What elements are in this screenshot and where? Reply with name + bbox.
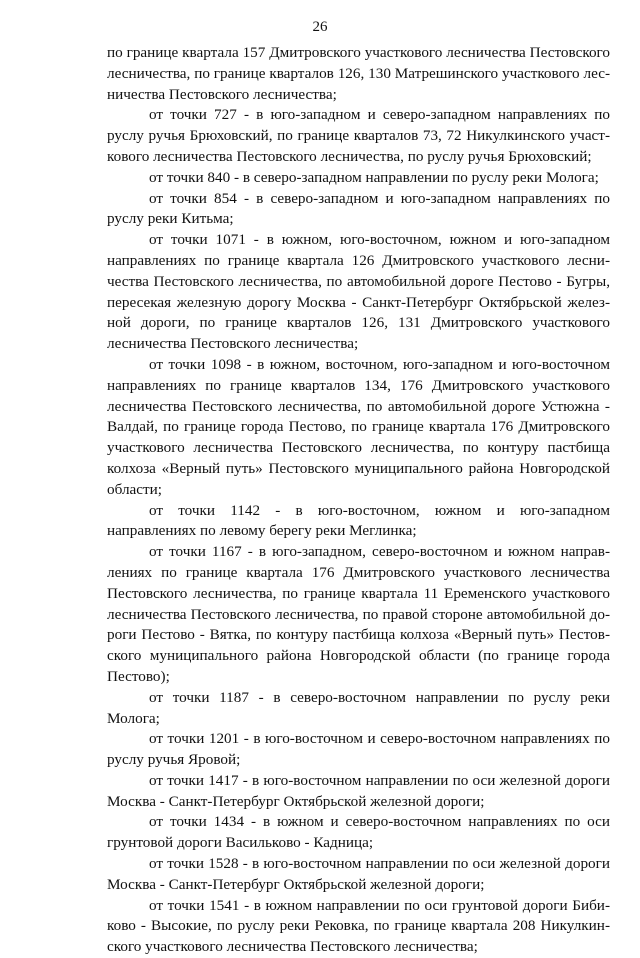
document-body: [107, 43, 610, 958]
paragraph: от точки 854 - в северо-западном и юго-западном направлениях по руслу реки Китьма;: [107, 189, 610, 228]
paragraph: от точки 1098 - в южном, восточном, юго-западном и юго-восточном направлениях по границе кварталов 134, 176 Дмитровского участкового лесничества Пестовского лесничества, по автомобильной дороге Устюжна - Валдай, по границе города Пестово, по границе квартала 176 Дмитровского участкового лесничества Пестовского лесничества, по контуру пастбища колхоза «Верный путь» Пестовского муниципального района Новгородской области;: [107, 355, 610, 498]
paragraph: от точки 1167 - в юго-западном, северо-восточном и южном направлениях по границе квартала 176 Дмитровского участкового лесничества Пестовского лесничества, по границе квартала 11 Еременского участкового лесничества Пестовского лесничества, по правой стороне автомобильной дороги Пестово - Вятка, по контуру пастбища колхоза «Верный путь» Пестовского муниципального района Новгородской области (по границе города Пестово);: [107, 543, 610, 685]
paragraph: от точки 1071 - в южном, юго-восточном, южном и юго-западном направлениях по границе квартала 126 Дмитровского участкового лесничества Пестовского лесничества, по автомобильной дороге Пестово - Бугры, пересекая железную дорогу Москва - Санкт-Петербург Октябрьской железной дороги, по границе кварталов 126, 131 Дмитровского участкового лесничества Пестовского лесничества;: [107, 231, 610, 353]
paragraph: от точки 1142 - в юго-восточном, южном и юго-западном направлениях по левому берегу реки Меглинка;: [107, 501, 610, 540]
paragraph: от точки 1528 - в юго-восточном направлении по оси железной дороги Москва - Санкт-Петербург Октябрьской железной дороги;: [107, 855, 610, 893]
paragraph: от точки 1434 - в южном и северо-восточном направлениях по оси грунтовой дороги Васильково - Кадница;: [107, 813, 610, 852]
page-number: 26: [312, 19, 328, 35]
paragraph: по границе квартала 157 Дмитровского участкового лесничества Пестовского лесничества, по границе кварталов 126, 130 Матрешинского участкового лесничества Пестовского лесничества;: [107, 44, 610, 103]
paragraph: от точки 840 - в северо-западном направлении по руслу реки Молога;: [149, 168, 599, 186]
paragraph: от точки 1541 - в южном направлении по оси грунтовой дороги Бибиково - Высокие, по руслу реки Рековка, по границе квартала 208 Никулкинского участкового лесничества Пестовского лесничества;: [107, 896, 610, 956]
paragraph: от точки 727 - в юго-западном и северо-западном направлениях по руслу ручья Брюховский, по границе кварталов 73, 72 Никулкинского участкового лесничества Пестовского лесничества, по руслу ручья Брюховский;: [107, 106, 610, 165]
paragraph: от точки 1417 - в юго-восточном направлении по оси железной дороги Москва - Санкт-Петербург Октябрьской железной дороги;: [107, 771, 610, 810]
paragraph: от точки 1187 - в северо-восточном направлении по руслу реки Молога;: [107, 688, 610, 727]
paragraph: от точки 1201 - в юго-восточном и северо-восточном направлениях по руслу ручья Яровой;: [107, 730, 610, 769]
